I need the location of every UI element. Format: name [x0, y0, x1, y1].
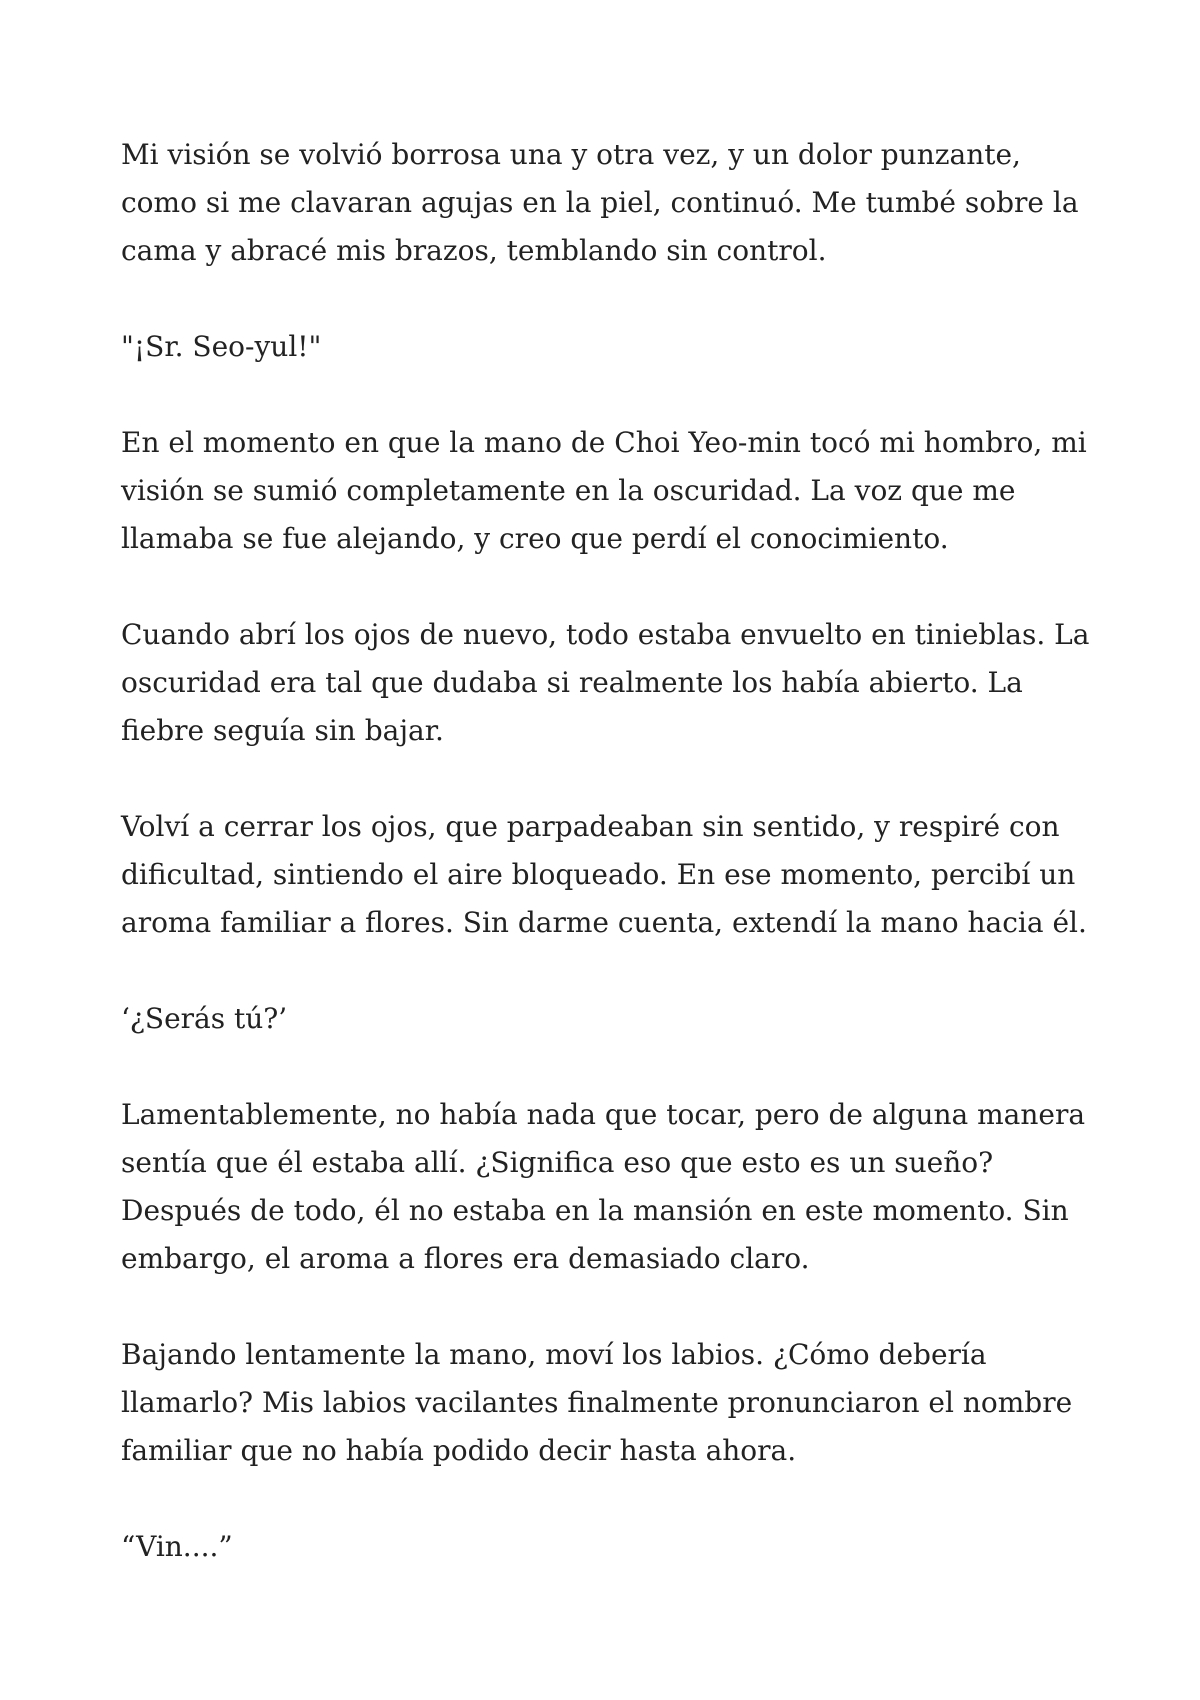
paragraph-8: Bajando lentamente la mano, moví los labios. ¿Cómo debería llamarlo? Mis labios vacilantes finalmente pronunciaron el nombre familiar que no había podido decir hasta ahora. — [121, 1338, 1073, 1467]
paragraph-5: Volví a cerrar los ojos, que parpadeaban sin sentido, y respiré con dificultad, sintiendo el aire bloqueado. En ese momento, percibí un aroma familiar a flores. Sin darme cuenta, extendí la mano hacia él. — [121, 810, 1087, 939]
paragraph-9-dialogue: “Vin....” — [121, 1530, 233, 1563]
paragraph-1: Mi visión se volvió borrosa una y otra vez, y un dolor punzante, como si me clavaran agujas en la piel, continuó. Me tumbé sobre la cama y abracé mis brazos, temblando sin control. — [121, 138, 1079, 267]
paragraph-3: En el momento en que la mano de Choi Yeo-min tocó mi hombro, mi visión se sumió completamente en la oscuridad. La voz que me llamaba se fue alejando, y creo que perdí el conocimiento. — [121, 426, 1087, 555]
paragraph-6-thought: ‘¿Serás tú?’ — [121, 1002, 288, 1035]
paragraph-4: Cuando abrí los ojos de nuevo, todo estaba envuelto en tinieblas. La oscuridad era tal que dudaba si realmente los había abierto. La fiebre seguía sin bajar. — [121, 618, 1090, 747]
document-body — [121, 131, 1101, 1619]
paragraph-2-dialogue: "¡Sr. Seo-yul!" — [121, 330, 322, 363]
paragraph-7: Lamentablemente, no había nada que tocar, pero de alguna manera sentía que él estaba allí. ¿Significa eso que esto es un sueño? Después de todo, él no estaba en la mansión en este momento. Sin embargo, el aroma a flores era demasiado claro. — [121, 1098, 1086, 1275]
